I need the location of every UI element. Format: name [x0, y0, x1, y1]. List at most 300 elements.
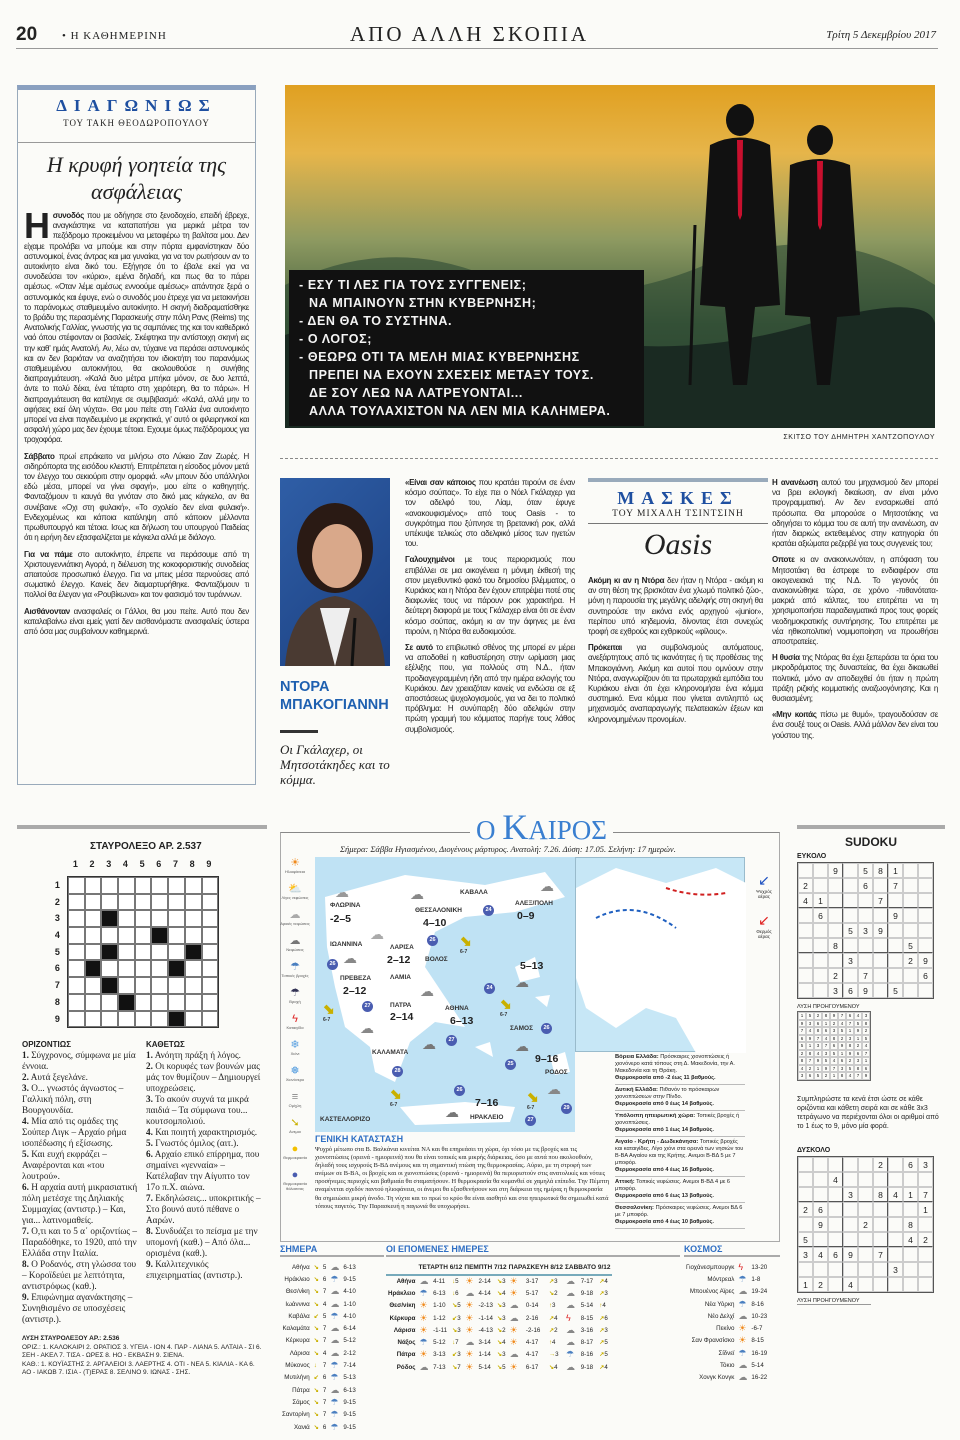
sudoku-cell[interactable]: [858, 1232, 873, 1247]
across-clues: [22, 1039, 138, 1325]
solution-cell: 7: [814, 1035, 822, 1043]
crossword-cell[interactable]: [202, 944, 219, 961]
crossword-cell[interactable]: [118, 927, 135, 944]
paragraph-lead: Η θυσία: [772, 653, 800, 663]
crossword-cell[interactable]: [185, 1011, 202, 1028]
sudoku-cell[interactable]: [918, 983, 933, 998]
sudoku-cell: 6: [813, 908, 828, 923]
crossword-cell[interactable]: [85, 944, 102, 961]
crossword-cell[interactable]: [101, 994, 118, 1011]
sudoku-cell[interactable]: [888, 1217, 903, 1232]
crossword-cell[interactable]: [68, 994, 85, 1011]
crossword-cell[interactable]: [168, 894, 185, 911]
section-divider: [280, 458, 938, 459]
sudoku-cell[interactable]: [828, 923, 843, 938]
sudoku-cell[interactable]: [843, 1217, 858, 1232]
crossword-cell[interactable]: [85, 877, 102, 894]
sudoku-cell[interactable]: [798, 1217, 813, 1232]
crossword-cell[interactable]: [202, 927, 219, 944]
crossword-cell[interactable]: [151, 1011, 168, 1028]
crossword-cell[interactable]: [101, 1011, 118, 1028]
temperature-range: 5-12: [343, 1337, 356, 1345]
front-legend: [750, 872, 778, 952]
sudoku-cell[interactable]: [918, 1262, 933, 1277]
crossword-cell[interactable]: [151, 944, 168, 961]
sudoku-cell[interactable]: [873, 878, 888, 893]
drop-cap: Η: [24, 205, 50, 246]
crossword-cell[interactable]: [168, 944, 185, 961]
wind-cell: [495, 1349, 508, 1361]
sea-temperature-badge: 27: [362, 1001, 373, 1012]
crossword-cell[interactable]: [85, 994, 102, 1011]
wind-cell: [450, 1349, 463, 1361]
sudoku-cell: 3: [858, 923, 873, 938]
map-city-label: ΚΑΒΑΛΑ: [460, 889, 488, 896]
symbol-label: Χιόνι: [290, 1051, 300, 1056]
solution-cell: 8: [830, 1035, 838, 1043]
sun-icon: ☀: [465, 1349, 474, 1360]
crossword-cell[interactable]: [118, 960, 135, 977]
crossword-cell[interactable]: [202, 1011, 219, 1028]
sudoku-cell[interactable]: [888, 938, 903, 953]
crossword-cell[interactable]: [68, 977, 85, 994]
wind-cell: [450, 1324, 463, 1336]
sudoku-cell[interactable]: [858, 1247, 873, 1262]
solution-cell: 4: [830, 1057, 838, 1065]
sudoku-cell[interactable]: [843, 878, 858, 893]
sudoku-cell[interactable]: [798, 863, 813, 878]
sudoku-cell[interactable]: [903, 1172, 918, 1187]
crossword-cell[interactable]: [101, 960, 118, 977]
paragraph-lead: Για να πάμε: [24, 549, 73, 559]
clue-number: 4.: [146, 1127, 153, 1137]
sudoku-cell[interactable]: [918, 923, 933, 938]
wind-force-label: 6-7: [390, 1102, 398, 1108]
wind-direction-icon: ↗: [599, 1351, 605, 1359]
clue: [146, 1050, 262, 1061]
sudoku-cell[interactable]: [873, 1232, 888, 1247]
sudoku-cell[interactable]: [843, 863, 858, 878]
weather-icon-cell: [736, 1298, 749, 1310]
sudoku-cell[interactable]: [918, 863, 933, 878]
wind-force: 4: [552, 1339, 556, 1347]
weather-symbol-icon: ≡: [291, 1091, 299, 1103]
sudoku-instructions: Συμπληρώστε τα κενά έτσι ώστε σε κάθε οριζόντια και κάθετη σειρά και σε κάθε 3x3 τετράγωνο να περιέχονται όλοι οι αριθμοί από το 1 έως το 9, μόνο μία φορά.: [797, 1095, 939, 1131]
map-city-temp: 6–13: [450, 1015, 474, 1027]
temperature-range: 5-14: [751, 1362, 764, 1370]
sudoku-cell[interactable]: [903, 908, 918, 923]
crossword-cell[interactable]: [202, 877, 219, 894]
sudoku-cell[interactable]: [843, 938, 858, 953]
sudoku-cell[interactable]: [888, 1247, 903, 1262]
weather-icon-cell: [417, 1300, 431, 1312]
sudoku-cell[interactable]: [798, 953, 813, 968]
sudoku-cell[interactable]: [828, 1187, 843, 1202]
crossword-cell[interactable]: [101, 894, 118, 911]
crossword-cell[interactable]: [185, 877, 202, 894]
crossword-cell[interactable]: [151, 894, 168, 911]
sudoku-cell[interactable]: [873, 953, 888, 968]
crossword-cell[interactable]: [68, 894, 85, 911]
sudoku-cell[interactable]: [798, 1157, 813, 1172]
regional-forecast-item: [615, 1085, 745, 1111]
sudoku-cell[interactable]: [858, 893, 873, 908]
temperature-range: -1-11: [433, 1326, 448, 1334]
crossword-cell[interactable]: [135, 927, 152, 944]
sudoku-cell[interactable]: [903, 863, 918, 878]
sudoku-cell[interactable]: [918, 1172, 933, 1187]
wind-direction-icon: ↗: [599, 1289, 605, 1297]
weather-symbol-icon: ☁: [289, 935, 301, 947]
crossword-cell[interactable]: [101, 927, 118, 944]
article-column-1: [405, 478, 575, 741]
sudoku-cell[interactable]: [858, 1202, 873, 1217]
crossword-cell[interactable]: [118, 944, 135, 961]
wind-force: 5: [322, 1263, 327, 1271]
clue-number: 6.: [146, 1149, 153, 1159]
sudoku-cell[interactable]: [813, 923, 828, 938]
region-name: Υπόλοιπη ηπειρωτική χώρα:: [615, 1113, 696, 1119]
crossword-cell[interactable]: [135, 1011, 152, 1028]
crossword-cell[interactable]: [85, 977, 102, 994]
cloud-icon: ☁: [547, 1081, 561, 1097]
crossword-cell[interactable]: [151, 994, 168, 1011]
sudoku-cell: 7: [918, 1187, 933, 1202]
sudoku-cell[interactable]: [903, 878, 918, 893]
wind-force: 5: [604, 1339, 608, 1347]
legend-label: Θερμός αέρας: [756, 929, 772, 939]
symbol-legend-item: [280, 1143, 310, 1169]
sudoku-cell[interactable]: [843, 893, 858, 908]
weather-icon-cell: [508, 1324, 524, 1336]
sudoku-cell[interactable]: [903, 1202, 918, 1217]
symbol-legend-item: [280, 1169, 310, 1195]
sudoku-cell[interactable]: [903, 923, 918, 938]
sudoku-cell[interactable]: [798, 1172, 813, 1187]
crossword-cell[interactable]: [168, 994, 185, 1011]
crossword-cell[interactable]: [202, 910, 219, 927]
crossword-cell[interactable]: [168, 910, 185, 927]
sudoku-cell[interactable]: [858, 938, 873, 953]
sudoku-cell[interactable]: [918, 1277, 933, 1292]
title-part: Ο: [476, 815, 503, 845]
city-name: Νέο Δελχί: [707, 1312, 735, 1320]
solution-cell: 4: [862, 1042, 870, 1050]
city-name: Καλαμάτα: [282, 1325, 310, 1333]
wind-direction-icon: ↘: [313, 1325, 319, 1333]
sudoku-cell[interactable]: [888, 1232, 903, 1247]
sudoku-cell: 5: [858, 863, 873, 878]
sudoku-cell[interactable]: [798, 908, 813, 923]
sudoku-cell[interactable]: [843, 1262, 858, 1277]
crossword-cell[interactable]: [168, 977, 185, 994]
weather-icon-cell: [736, 1322, 749, 1334]
symbol-label: Ομίχλη: [288, 1103, 302, 1108]
crossword-cell[interactable]: [168, 927, 185, 944]
sudoku-cell[interactable]: [873, 1172, 888, 1187]
solution-cell: 3: [846, 1035, 854, 1043]
crossword-cell[interactable]: [118, 894, 135, 911]
sudoku-cell[interactable]: [918, 938, 933, 953]
solution-across: ΟΡΙΖ.: 1. ΚΑΛΟΚΑΙΡΙ 2. ΟΡΑΤΙΟΣ 3. ΥΓΕΙΑ - ΙΟΝ 4. ΠΑΡ - ΛΙΑΝΑ 5. ΑΛΤΑΙΑ - ΣΙ 6. ΣΕΗ - ΑΚΕΛ 7. ΤΙΣΑ - ΩΡΕΣ 8. ΗΟ - ΕΚΒΑΣΗ 9. ΣΙΕΝΑ.: [22, 1343, 262, 1359]
solution-cell: 8: [862, 1020, 870, 1028]
sudoku-cell[interactable]: [858, 1157, 873, 1172]
world-row: [684, 1273, 769, 1285]
sudoku-cell[interactable]: [828, 1217, 843, 1232]
sudoku-cell[interactable]: [828, 1232, 843, 1247]
clue-text: Επιφώνημα αγανάκτησης – Συνηθισμένο σε υποσχέσεις (αντιστρ.).: [22, 1292, 133, 1324]
crossword-cell[interactable]: [118, 1011, 135, 1028]
crossword-cell[interactable]: [185, 894, 202, 911]
sudoku-cell[interactable]: [828, 1157, 843, 1172]
sudoku-cell[interactable]: [888, 923, 903, 938]
sudoku-cell[interactable]: [873, 938, 888, 953]
sudoku-cell[interactable]: [798, 968, 813, 983]
sudoku-cell[interactable]: [903, 1277, 918, 1292]
crossword-cell[interactable]: [151, 877, 168, 894]
crossword-cell[interactable]: [68, 877, 85, 894]
clue: [22, 1050, 138, 1072]
crossword-cell[interactable]: [135, 877, 152, 894]
black-cell: [118, 994, 135, 1011]
crossword-cell[interactable]: [202, 977, 219, 994]
sudoku-title: SUDOKU: [844, 835, 897, 849]
sudoku-cell[interactable]: [843, 1157, 858, 1172]
sudoku-cell[interactable]: [828, 953, 843, 968]
cloud-icon: ☁: [738, 1372, 748, 1383]
sudoku-cell: 9: [888, 908, 903, 923]
portrait-illustration: [280, 478, 390, 666]
crossword-cell[interactable]: [68, 1011, 85, 1028]
sudoku-cell[interactable]: [858, 1187, 873, 1202]
sudoku-cell[interactable]: [888, 1157, 903, 1172]
map-city-label: ΠΑΤΡΑ: [390, 1002, 412, 1009]
sudoku-cell[interactable]: [813, 1187, 828, 1202]
sudoku-cell[interactable]: [843, 1232, 858, 1247]
wind-force: 6: [455, 1289, 459, 1297]
sudoku-cell[interactable]: [873, 1277, 888, 1292]
symbol-label: Θερμοκρασία θάλασσας: [283, 1181, 307, 1191]
sudoku-cell[interactable]: [873, 1262, 888, 1277]
crossword-cell[interactable]: [135, 894, 152, 911]
sudoku-cell[interactable]: [858, 1262, 873, 1277]
crossword-cell[interactable]: [85, 894, 102, 911]
sudoku-cell[interactable]: [888, 953, 903, 968]
crossword-cell[interactable]: [118, 977, 135, 994]
wind-force: 4: [604, 1278, 608, 1286]
crossword-cell[interactable]: [202, 960, 219, 977]
sudoku-cell[interactable]: [828, 908, 843, 923]
sudoku-cell[interactable]: [828, 878, 843, 893]
sudoku-cell[interactable]: [918, 908, 933, 923]
weather-icon-cell: [417, 1361, 431, 1373]
sudoku-cell[interactable]: [828, 1202, 843, 1217]
crossword-cell[interactable]: [85, 927, 102, 944]
city-name: Μυτιλήνη: [284, 1374, 310, 1382]
crossword-cell[interactable]: [185, 910, 202, 927]
wind-direction-icon: ↘: [496, 1289, 503, 1297]
solution-cell: 9: [838, 1042, 846, 1050]
paragraph-lead: «Είναι σαν κάποιος: [405, 478, 476, 487]
crossword-cell[interactable]: [118, 910, 135, 927]
cloud-icon: ☁: [566, 1337, 576, 1348]
crossword-cell[interactable]: [168, 877, 185, 894]
sudoku-cell[interactable]: [843, 968, 858, 983]
sudoku-cell[interactable]: [813, 938, 828, 953]
sudoku-cell[interactable]: [813, 863, 828, 878]
weather-icon-cell: [564, 1324, 579, 1336]
sudoku-cell[interactable]: [873, 1202, 888, 1217]
sudoku-cell[interactable]: [828, 1277, 843, 1292]
sudoku-cell[interactable]: [858, 1277, 873, 1292]
sudoku-cell[interactable]: [858, 908, 873, 923]
sudoku-cell[interactable]: [813, 983, 828, 998]
sudoku-cell[interactable]: [813, 878, 828, 893]
map-city-label: ΗΡΑΚΛΕΙΟ: [470, 1114, 504, 1121]
solution-cell: 5: [862, 1035, 870, 1043]
sudoku-cell: 5: [903, 938, 918, 953]
temperature-range: 2-16: [525, 1314, 539, 1322]
column-number: 5: [139, 859, 145, 869]
crossword-cell[interactable]: [85, 1011, 102, 1028]
cloud-icon: ☁: [515, 974, 529, 990]
sudoku-cell[interactable]: [858, 953, 873, 968]
solution-cell: 2: [846, 1057, 854, 1065]
sudoku-cell[interactable]: [798, 938, 813, 953]
cloud-icon: ☁: [330, 1384, 340, 1395]
crossword-cell[interactable]: [68, 960, 85, 977]
wind-direction-icon: ↘: [548, 1363, 555, 1371]
temperature-range: 4-10: [343, 1312, 356, 1320]
sudoku-cell[interactable]: [858, 1172, 873, 1187]
sudoku-cell[interactable]: [903, 1262, 918, 1277]
wind-force: 5: [455, 1278, 459, 1286]
paragraph-lead: Οποτε: [772, 555, 795, 565]
next-days-table: [386, 1261, 612, 1373]
sudoku-cell[interactable]: [888, 1172, 903, 1187]
crossword-cell[interactable]: [202, 894, 219, 911]
sudoku-cell[interactable]: [888, 1277, 903, 1292]
sudoku-cell[interactable]: [888, 1202, 903, 1217]
sudoku-cell[interactable]: [873, 1217, 888, 1232]
region-text: Πρόσκαιρες χιονοπτώσεις ή χιονόνερο κατά τόπους στη Δ. Μακεδονία, την Α. Μακεδονία και τη Θράκη.: [615, 1054, 735, 1074]
crossword-cell[interactable]: [118, 877, 135, 894]
crossword-cell[interactable]: [101, 877, 118, 894]
crossword-cell[interactable]: [135, 994, 152, 1011]
article-paragraph: [24, 607, 249, 638]
sudoku-cell[interactable]: [843, 1172, 858, 1187]
sudoku-cell[interactable]: [873, 968, 888, 983]
clue-text: Ο... γνωστός άγνωστος – Γαλλική πόλη, στη Βουργουνδία.: [22, 1083, 124, 1115]
black-cell: [151, 927, 168, 944]
clue-number: 3.: [22, 1083, 29, 1093]
article-paragraph: [772, 478, 938, 549]
paragraph-lead: Γαλουχημένοι: [405, 555, 455, 565]
crossword-cell[interactable]: [68, 944, 85, 961]
sudoku-cell: 6: [918, 968, 933, 983]
crossword-cell[interactable]: [185, 994, 202, 1011]
europe-weather-map: [575, 857, 745, 1052]
sudoku-cell[interactable]: [843, 908, 858, 923]
crossword-cell[interactable]: [151, 977, 168, 994]
solution-cell: 3: [806, 1020, 814, 1028]
sun-icon: ☀: [509, 1276, 518, 1287]
sudoku-cell[interactable]: [813, 1262, 828, 1277]
solution-cell: 1: [814, 1065, 822, 1073]
sudoku-cell[interactable]: [813, 1232, 828, 1247]
crossword-cell[interactable]: [68, 927, 85, 944]
crossword-cell[interactable]: [85, 910, 102, 927]
sudoku-cell[interactable]: [873, 983, 888, 998]
cold-air-arrow-icon: ↙: [758, 872, 770, 888]
weather-symbol-icon: ☁: [289, 909, 301, 921]
sudoku-cell[interactable]: [903, 1247, 918, 1262]
weather-icon-cell: [564, 1300, 579, 1312]
wind-force: 7: [322, 1386, 327, 1394]
sudoku-cell[interactable]: [918, 878, 933, 893]
temperature-range: 9-18: [580, 1289, 594, 1297]
crossword-cell[interactable]: [68, 910, 85, 927]
cloud-icon: ☁: [515, 1038, 529, 1054]
crossword-cell[interactable]: [135, 910, 152, 927]
wind-cell: [597, 1361, 611, 1373]
wind-direction-icon: ↘: [313, 1349, 319, 1357]
crossword-cell[interactable]: [185, 960, 202, 977]
cloud-icon: ☁: [330, 1347, 340, 1358]
sudoku-cell[interactable]: [918, 1217, 933, 1232]
sudoku-cell[interactable]: [798, 983, 813, 998]
sudoku-cell[interactable]: [918, 893, 933, 908]
sudoku-cell[interactable]: [798, 923, 813, 938]
sudoku-cell[interactable]: [918, 1247, 933, 1262]
weather-symbol-icon: ❄: [290, 1039, 300, 1051]
crossword-cell[interactable]: [135, 960, 152, 977]
solution-cell: 2: [838, 1035, 846, 1043]
sudoku-cell[interactable]: [843, 1202, 858, 1217]
previous-solution-label: ΛΥΣΗ ΠΡΟΗΓΟΥΜΕΝΟΥ: [797, 1004, 860, 1010]
sudoku-cell: 1: [903, 1187, 918, 1202]
sudoku-cell[interactable]: [813, 1172, 828, 1187]
crossword-cell[interactable]: [151, 910, 168, 927]
sudoku-cell[interactable]: [798, 1187, 813, 1202]
today-row: [280, 1347, 358, 1359]
sudoku-cell[interactable]: [903, 968, 918, 983]
sudoku-cell[interactable]: [888, 893, 903, 908]
sudoku-cell[interactable]: [873, 908, 888, 923]
clue-text: Ο,τι και το 5 α΄ οριζοντίως – Παραδόθηκε, το 1920, από την Ελλάδα στην Ιταλία.: [22, 1226, 137, 1258]
crossword-cell[interactable]: [185, 977, 202, 994]
crossword-cell[interactable]: [202, 994, 219, 1011]
temperature-range: 4-10: [343, 1288, 356, 1296]
sudoku-cell[interactable]: [813, 1157, 828, 1172]
sudoku-cell[interactable]: [798, 1262, 813, 1277]
sudoku-cell[interactable]: [903, 983, 918, 998]
sun-icon: ☀: [419, 1324, 428, 1335]
sudoku-cell[interactable]: [813, 968, 828, 983]
sudoku-cell[interactable]: [903, 893, 918, 908]
sudoku-cell[interactable]: [813, 953, 828, 968]
paragraph-text: στο αυτοκίνητο, έπρεπε να περάσουμε από τη Χριστουγεννιάτικη Αγορά, η διέλευση της κοκοφοριστικής συνοδείας απαιτούσε προσωπικό έλεγχο. Για να μπεις μέσα περνούσες από σωματικό έλεγχο. Κανείς δεν διαμαρτυρήθηκε. Φανταζόμουν τι πολλοί θα έλεγαν για «Ρουβίκωνα» και τον φασισμό τον τυράννων.: [24, 549, 249, 600]
crossword-cell[interactable]: [185, 927, 202, 944]
solution-cell: 5: [838, 1027, 846, 1035]
next-days-section: [386, 1244, 680, 1373]
sudoku-cell[interactable]: [828, 1262, 843, 1277]
sudoku-cell[interactable]: [828, 893, 843, 908]
crossword-cell[interactable]: [135, 944, 152, 961]
crossword-cell[interactable]: [151, 960, 168, 977]
sudoku-cell[interactable]: [888, 968, 903, 983]
crossword-cell[interactable]: [135, 977, 152, 994]
